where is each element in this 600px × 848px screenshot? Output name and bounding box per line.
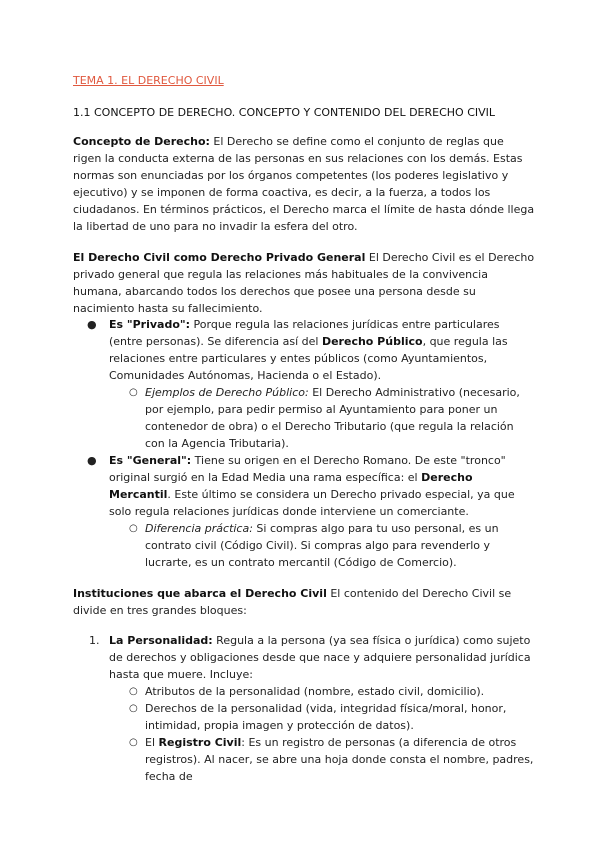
privado-text-b: , que regula las relaciones entre particulares y entes públicos (como Ayuntamientos, Comunidades Autónomas, Hacienda o el Estado). bbox=[109, 335, 508, 382]
section-title: 1.1 CONCEPTO DE DERECHO. CONCEPTO Y CONTENIDO DEL DERECHO CIVIL bbox=[73, 106, 496, 119]
list-item-derechos bbox=[73, 700, 535, 734]
registro-term: Registro Civil bbox=[158, 736, 242, 749]
sub-bullet-marker: ○ bbox=[129, 523, 138, 534]
instituciones-term: Instituciones que abarca el Derecho Civil bbox=[73, 587, 327, 600]
personalidad-text: Regula a la persona (ya sea física o jurídica) como sujeto de derechos y obligaciones desde que nace y adquiere personalidad jurídica hasta que muere. Incluye: bbox=[109, 634, 531, 681]
concepto-text: El Derecho se define como el conjunto de reglas que rigen la conducta externa de las personas en sus relaciones con los demás. Estas normas son enunciadas por los órganos competentes (los poderes legislativo y ejecutivo) y se imponen de forma coactiva, es decir, a la fuerza, a todos los ciudadanos. En términos prácticos, el Derecho marca el límite de hasta dónde llega la libertad de uno para no invadir la esfera del otro. bbox=[73, 135, 535, 233]
diferencia-text: Si compras algo para tu uso personal, es un contrato civil (Código Civil). Si compras algo para revenderlo y lucrarte, es un contrato mercantil (Código de Comercio). bbox=[145, 522, 499, 569]
diferencia-term: Diferencia práctica: bbox=[145, 522, 253, 535]
sub-bullet-marker: ○ bbox=[129, 387, 138, 398]
instituciones-paragraph bbox=[73, 585, 535, 619]
list-item-personalidad bbox=[73, 632, 535, 683]
list-item-general bbox=[73, 452, 535, 520]
item-number: 1. bbox=[89, 634, 100, 647]
atributos-text: Atributos de la personalidad (nombre, estado civil, domicilio). bbox=[145, 685, 485, 698]
ejemplos-term: Ejemplos de Derecho Público: bbox=[145, 386, 309, 399]
general-text-a: Tiene su origen en el Derecho Romano. De este "tronco" original surgió en la Edad Media una rama específica: el bbox=[109, 454, 506, 484]
sub-bullet-marker: ○ bbox=[129, 686, 138, 697]
bullet-marker: ● bbox=[87, 454, 97, 467]
list-item-atributos bbox=[73, 683, 535, 700]
list-item-diferencia bbox=[73, 520, 535, 571]
privado-term: Es "Privado": bbox=[109, 318, 191, 331]
sub-bullet-marker: ○ bbox=[129, 737, 138, 748]
ejemplos-text: El Derecho Administrativo (necesario, por ejemplo, para pedir permiso al Ayuntamiento para poner un contenedor de obra) o el Derecho Tributario (que regula la relación con la Agencia Tributaria). bbox=[145, 386, 520, 450]
privado-text-a: Porque regula las relaciones jurídicas entre particulares (entre personas). Se diferencia así del bbox=[109, 318, 500, 348]
personalidad-term: La Personalidad: bbox=[109, 634, 213, 647]
topic-heading: TEMA 1. EL DERECHO CIVIL bbox=[73, 74, 224, 87]
privado-bold: Derecho Público bbox=[321, 335, 423, 348]
derechos-text: Derechos de la personalidad (vida, integridad física/moral, honor, intimidad, propia imagen y protección de datos). bbox=[145, 702, 507, 732]
list-item-privado bbox=[73, 316, 535, 384]
civil-text: El Derecho Civil es el Derecho privado general que regula las relaciones más habituales de la convivencia humana, abarcando todos los derechos que posee una persona desde su nacimiento hasta su fallecimiento. bbox=[73, 251, 535, 315]
registro-text: : Es un registro de personas (a diferencia de otros registros). Al nacer, se abre una hoja donde consta el nombre, padres, fecha de bbox=[145, 736, 534, 783]
instituciones-text: El contenido del Derecho Civil se divide en tres grandes bloques: bbox=[73, 587, 512, 617]
instituciones-list bbox=[73, 632, 535, 785]
civil-paragraph bbox=[73, 249, 535, 317]
general-term: Es "General": bbox=[109, 454, 192, 467]
list-item-ejemplos bbox=[73, 384, 535, 452]
concepto-term: Concepto de Derecho: bbox=[73, 135, 210, 148]
general-bold: Derecho Mercantil bbox=[109, 471, 473, 501]
characteristics-list bbox=[73, 316, 535, 571]
general-text-b: . Este último se considera un Derecho privado especial, ya que solo regula relaciones jurídicas donde interviene un comerciante. bbox=[109, 488, 515, 518]
civil-term: El Derecho Civil como Derecho Privado General bbox=[73, 251, 366, 264]
bullet-marker: ● bbox=[87, 318, 97, 331]
concepto-paragraph bbox=[73, 133, 535, 235]
list-item-registro-civil bbox=[73, 734, 535, 785]
registro-prefix: El bbox=[145, 736, 159, 749]
sub-bullet-marker: ○ bbox=[129, 703, 138, 714]
